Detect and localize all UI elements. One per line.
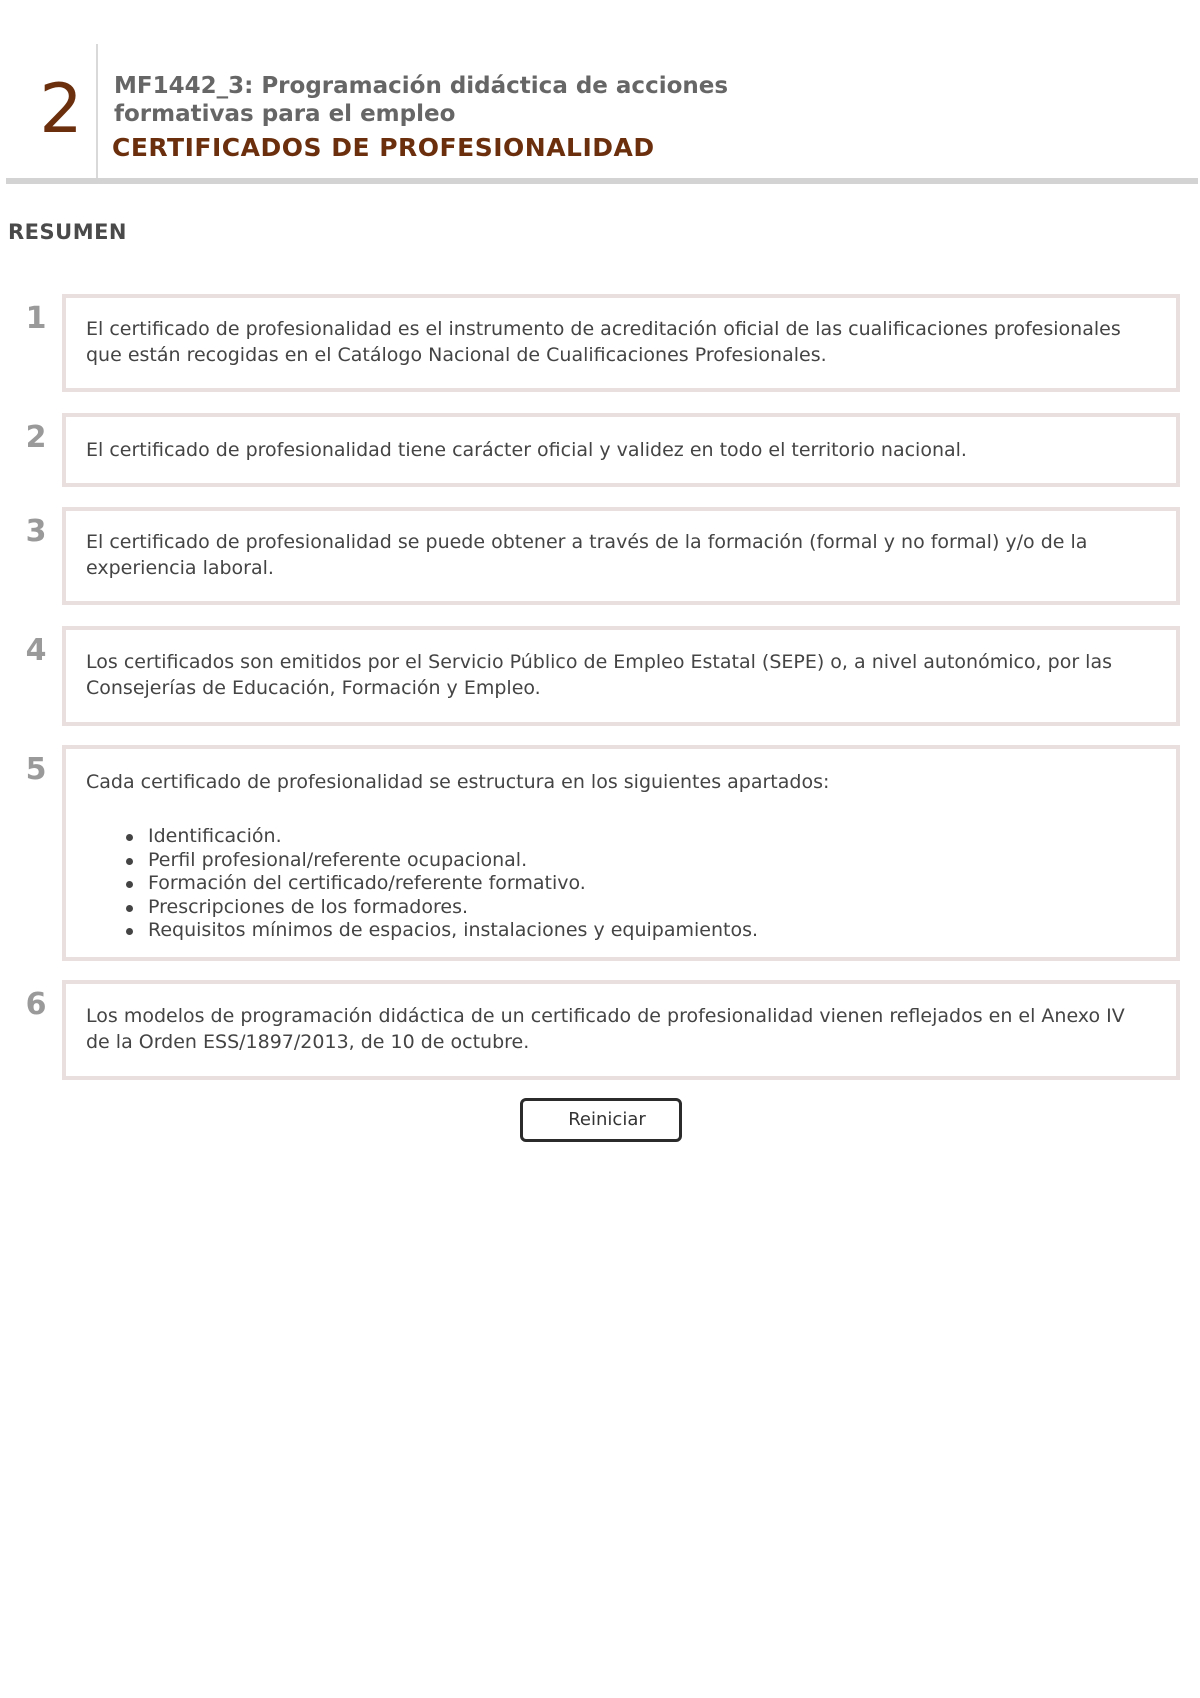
item-text xyxy=(86,437,1160,463)
bullet-dot xyxy=(126,881,133,888)
header-rule xyxy=(6,178,1198,184)
item-number: 3 xyxy=(25,514,47,549)
bullet-dot xyxy=(126,928,133,935)
page-header xyxy=(0,0,1200,190)
item-box xyxy=(62,294,1180,392)
item-text-line-2: de la Orden ESS/1897/2013, de 10 de octubre. xyxy=(86,1031,530,1053)
item-text xyxy=(86,316,1160,368)
item-text-line-1: El certificado de profesionalidad tiene carácter oficial y validez en todo el territorio nacional. xyxy=(86,439,967,461)
item-number: 1 xyxy=(25,301,47,336)
item-number: 2 xyxy=(25,420,47,455)
unit-number: 2 xyxy=(39,70,83,149)
item-number: 5 xyxy=(25,752,47,787)
bullet-item: Prescripciones de los formadores. xyxy=(86,896,758,920)
bullet-dot xyxy=(126,834,133,841)
item-text xyxy=(86,1003,1160,1055)
item-text-line-1: Los modelos de programación didáctica de un certificado de profesionalidad vienen reflejados en el Anexo IV xyxy=(86,1005,1125,1027)
item-text-line-1: Los certificados son emitidos por el Servicio Público de Empleo Estatal (SEPE) o, a nivel autonómico, por las xyxy=(86,651,1112,673)
bullet-dot xyxy=(126,858,133,865)
item-box xyxy=(62,626,1180,726)
module-title-line-1: MF1442_3: Programación didáctica de acciones xyxy=(114,73,729,99)
item-box xyxy=(62,745,1180,961)
item-number: 4 xyxy=(25,633,47,668)
bullet-dot xyxy=(126,905,133,912)
item-text-line-2: que están recogidas en el Catálogo Nacional de Cualificaciones Profesionales. xyxy=(86,344,827,366)
item-text xyxy=(86,529,1160,581)
section-title: RESUMEN xyxy=(8,220,128,244)
item-box xyxy=(62,413,1180,487)
item-text-line-1: Cada certificado de profesionalidad se estructura en los siguientes apartados: xyxy=(86,771,830,793)
item-text-line-1: El certificado de profesionalidad es el instrumento de acreditación oficial de las cualificaciones profesionales xyxy=(86,318,1121,340)
item-text-line-2: Consejerías de Educación, Formación y Empleo. xyxy=(86,677,541,699)
item-text-line-1: El certificado de profesionalidad se puede obtener a través de la formación (formal y no formal) y/o de la xyxy=(86,531,1088,553)
item-box xyxy=(62,980,1180,1080)
bullet-item: Identificación. xyxy=(86,825,758,849)
item-text xyxy=(86,649,1160,701)
module-title xyxy=(114,72,874,128)
header-divider xyxy=(96,44,98,178)
bullet-item: Requisitos mínimos de espacios, instalaciones y equipamientos. xyxy=(86,919,758,943)
certificate-title: CERTIFICADOS DE PROFESIONALIDAD xyxy=(112,133,655,162)
bullet-item: Perfil profesional/referente ocupacional. xyxy=(86,849,758,873)
module-title-line-2: formativas para el empleo xyxy=(114,101,456,127)
item-box xyxy=(62,507,1180,605)
bullet-item: Formación del certificado/referente formativo. xyxy=(86,872,758,896)
reset-button[interactable]: Reiniciar xyxy=(520,1098,682,1142)
item-text-line-2: experiencia laboral. xyxy=(86,557,274,579)
bullet-list xyxy=(86,825,758,943)
item-text xyxy=(86,769,1160,795)
item-number: 6 xyxy=(25,987,47,1022)
